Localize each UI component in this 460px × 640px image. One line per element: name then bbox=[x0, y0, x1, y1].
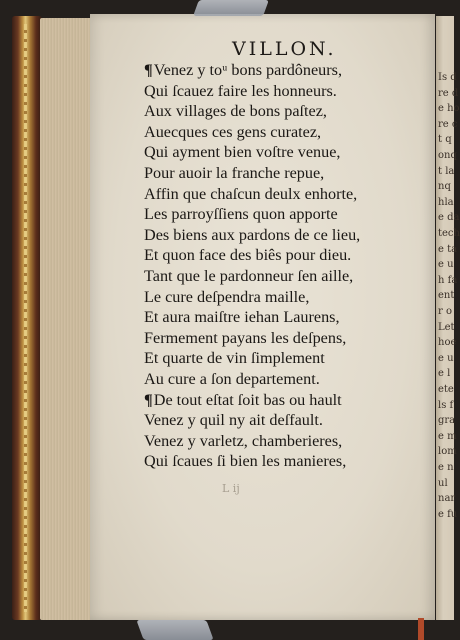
facing-page-fragment: e fu bbox=[438, 508, 458, 520]
facing-page-fragment: ete bbox=[438, 384, 454, 395]
facing-page-fragment: re c bbox=[438, 118, 458, 130]
facing-page-fragment: ent bbox=[438, 290, 455, 302]
verse-text bbox=[144, 60, 360, 472]
verse-line bbox=[144, 204, 360, 225]
verse-line bbox=[144, 225, 360, 246]
facing-page-fragment: re d bbox=[438, 87, 459, 99]
verse-line-text: Qui ſcaues ſi bien les manieres, bbox=[144, 452, 347, 471]
facing-page-fragment: e ta bbox=[438, 243, 458, 255]
facing-page-fragment: e l bbox=[438, 368, 451, 380]
verse-line bbox=[144, 390, 360, 411]
verse-line-text: Tant que le pardonneur ſen aille, bbox=[144, 266, 354, 285]
verse-line-text: Qui ayment bien voſtre venue, bbox=[144, 143, 341, 162]
page-fore-edge bbox=[40, 18, 94, 620]
facing-page-fragment: t q bbox=[438, 134, 452, 146]
verse-line bbox=[144, 328, 360, 349]
running-head: VILLON. bbox=[232, 38, 337, 60]
verse-line-text: Venez y quil ny ait deſfault. bbox=[144, 411, 323, 430]
verse-line bbox=[144, 266, 360, 287]
bookmark-ribbon bbox=[418, 618, 424, 640]
facing-page-fragment: Is d bbox=[438, 72, 457, 83]
facing-page-fragment: Let bbox=[438, 321, 455, 333]
verse-line bbox=[144, 101, 360, 122]
verse-line-text: Des biens aux pardons de ce lieu, bbox=[144, 225, 361, 244]
verse-line bbox=[144, 60, 360, 81]
verse-line-text: Affin que chaſcun deulx enhorte, bbox=[144, 184, 358, 203]
facing-page-fragment: h fa bbox=[438, 274, 458, 286]
facing-page-fragment: ul bbox=[438, 477, 448, 489]
verse-line-text: Auecques ces gens curatez, bbox=[144, 122, 322, 141]
verse-line bbox=[144, 307, 360, 328]
verse-line bbox=[144, 163, 360, 184]
verse-line bbox=[144, 431, 360, 452]
facing-page-fragment: e ho bbox=[438, 103, 460, 115]
verse-line-text: Aux villages de bons paſtez, bbox=[144, 102, 327, 121]
paragraph-mark: ¶ bbox=[144, 61, 153, 79]
facing-page-fragment: gra bbox=[438, 415, 456, 427]
facing-page-fragment: lom bbox=[438, 446, 457, 458]
facing-page-fragment: r o bbox=[438, 306, 452, 317]
facing-page-fragment: e m bbox=[438, 430, 457, 442]
verse-line-text: Et quarte de vin ſimplement bbox=[144, 349, 325, 368]
top-page-clip bbox=[193, 0, 269, 16]
facing-page-fragment: hoe bbox=[438, 337, 457, 349]
facing-page-strip bbox=[436, 16, 460, 620]
verse-line bbox=[144, 410, 360, 431]
verse-line-text: Venez y varletz, chamberieres, bbox=[144, 431, 343, 450]
verse-line bbox=[144, 122, 360, 143]
facing-page-fragment: e da bbox=[438, 212, 460, 224]
facing-page-fragment: hla bbox=[438, 196, 454, 208]
book-binding-edge bbox=[12, 16, 42, 620]
verse-line bbox=[144, 245, 360, 266]
facing-page-fragment: nq bbox=[438, 181, 451, 193]
verse-line bbox=[144, 369, 360, 390]
facing-page-fragment: ls f bbox=[438, 399, 454, 411]
bottom-page-clip bbox=[136, 620, 213, 640]
facing-page-fragment: tech bbox=[438, 228, 460, 239]
verse-line-text: Pour auoir la franche repue, bbox=[144, 163, 325, 182]
verse-line-text: Et quon face des biês pour dieu. bbox=[144, 246, 352, 265]
verse-line-text: Les parroyſſiens quon apporte bbox=[144, 205, 338, 224]
facing-page-fragment: e u bbox=[438, 259, 454, 271]
verse-line-text: Au cure a ſon departement. bbox=[144, 369, 320, 388]
verse-line bbox=[144, 287, 360, 308]
paragraph-mark: ¶ bbox=[144, 390, 153, 409]
verse-line-text: Et aura maiſtre iehan Laurens, bbox=[144, 308, 340, 327]
signature-mark: L ij bbox=[222, 482, 240, 495]
facing-page-fragment: t la bbox=[438, 165, 455, 177]
facing-page-fragment: onq bbox=[438, 150, 457, 161]
verse-line bbox=[144, 348, 360, 369]
verse-line bbox=[144, 142, 360, 163]
verse-line-text: De tout eſtat ſoit bas ou hault bbox=[153, 390, 342, 409]
verse-line-text: Qui ſcauez faire les honneurs. bbox=[144, 81, 337, 100]
verse-line-text: Le cure deſpendra maille, bbox=[144, 287, 310, 306]
verse-line bbox=[144, 184, 360, 205]
facing-page-fragment: e n bbox=[438, 462, 454, 473]
verse-line-text: Venez y toᵘ bons pardôneurs, bbox=[153, 61, 343, 79]
facing-page-fragment: nar bbox=[438, 493, 456, 505]
verse-line bbox=[144, 81, 360, 102]
verse-line bbox=[144, 451, 360, 472]
facing-page-fragment: e u bbox=[438, 352, 454, 364]
verse-line-text: Fermement payans les deſpens, bbox=[144, 328, 347, 347]
